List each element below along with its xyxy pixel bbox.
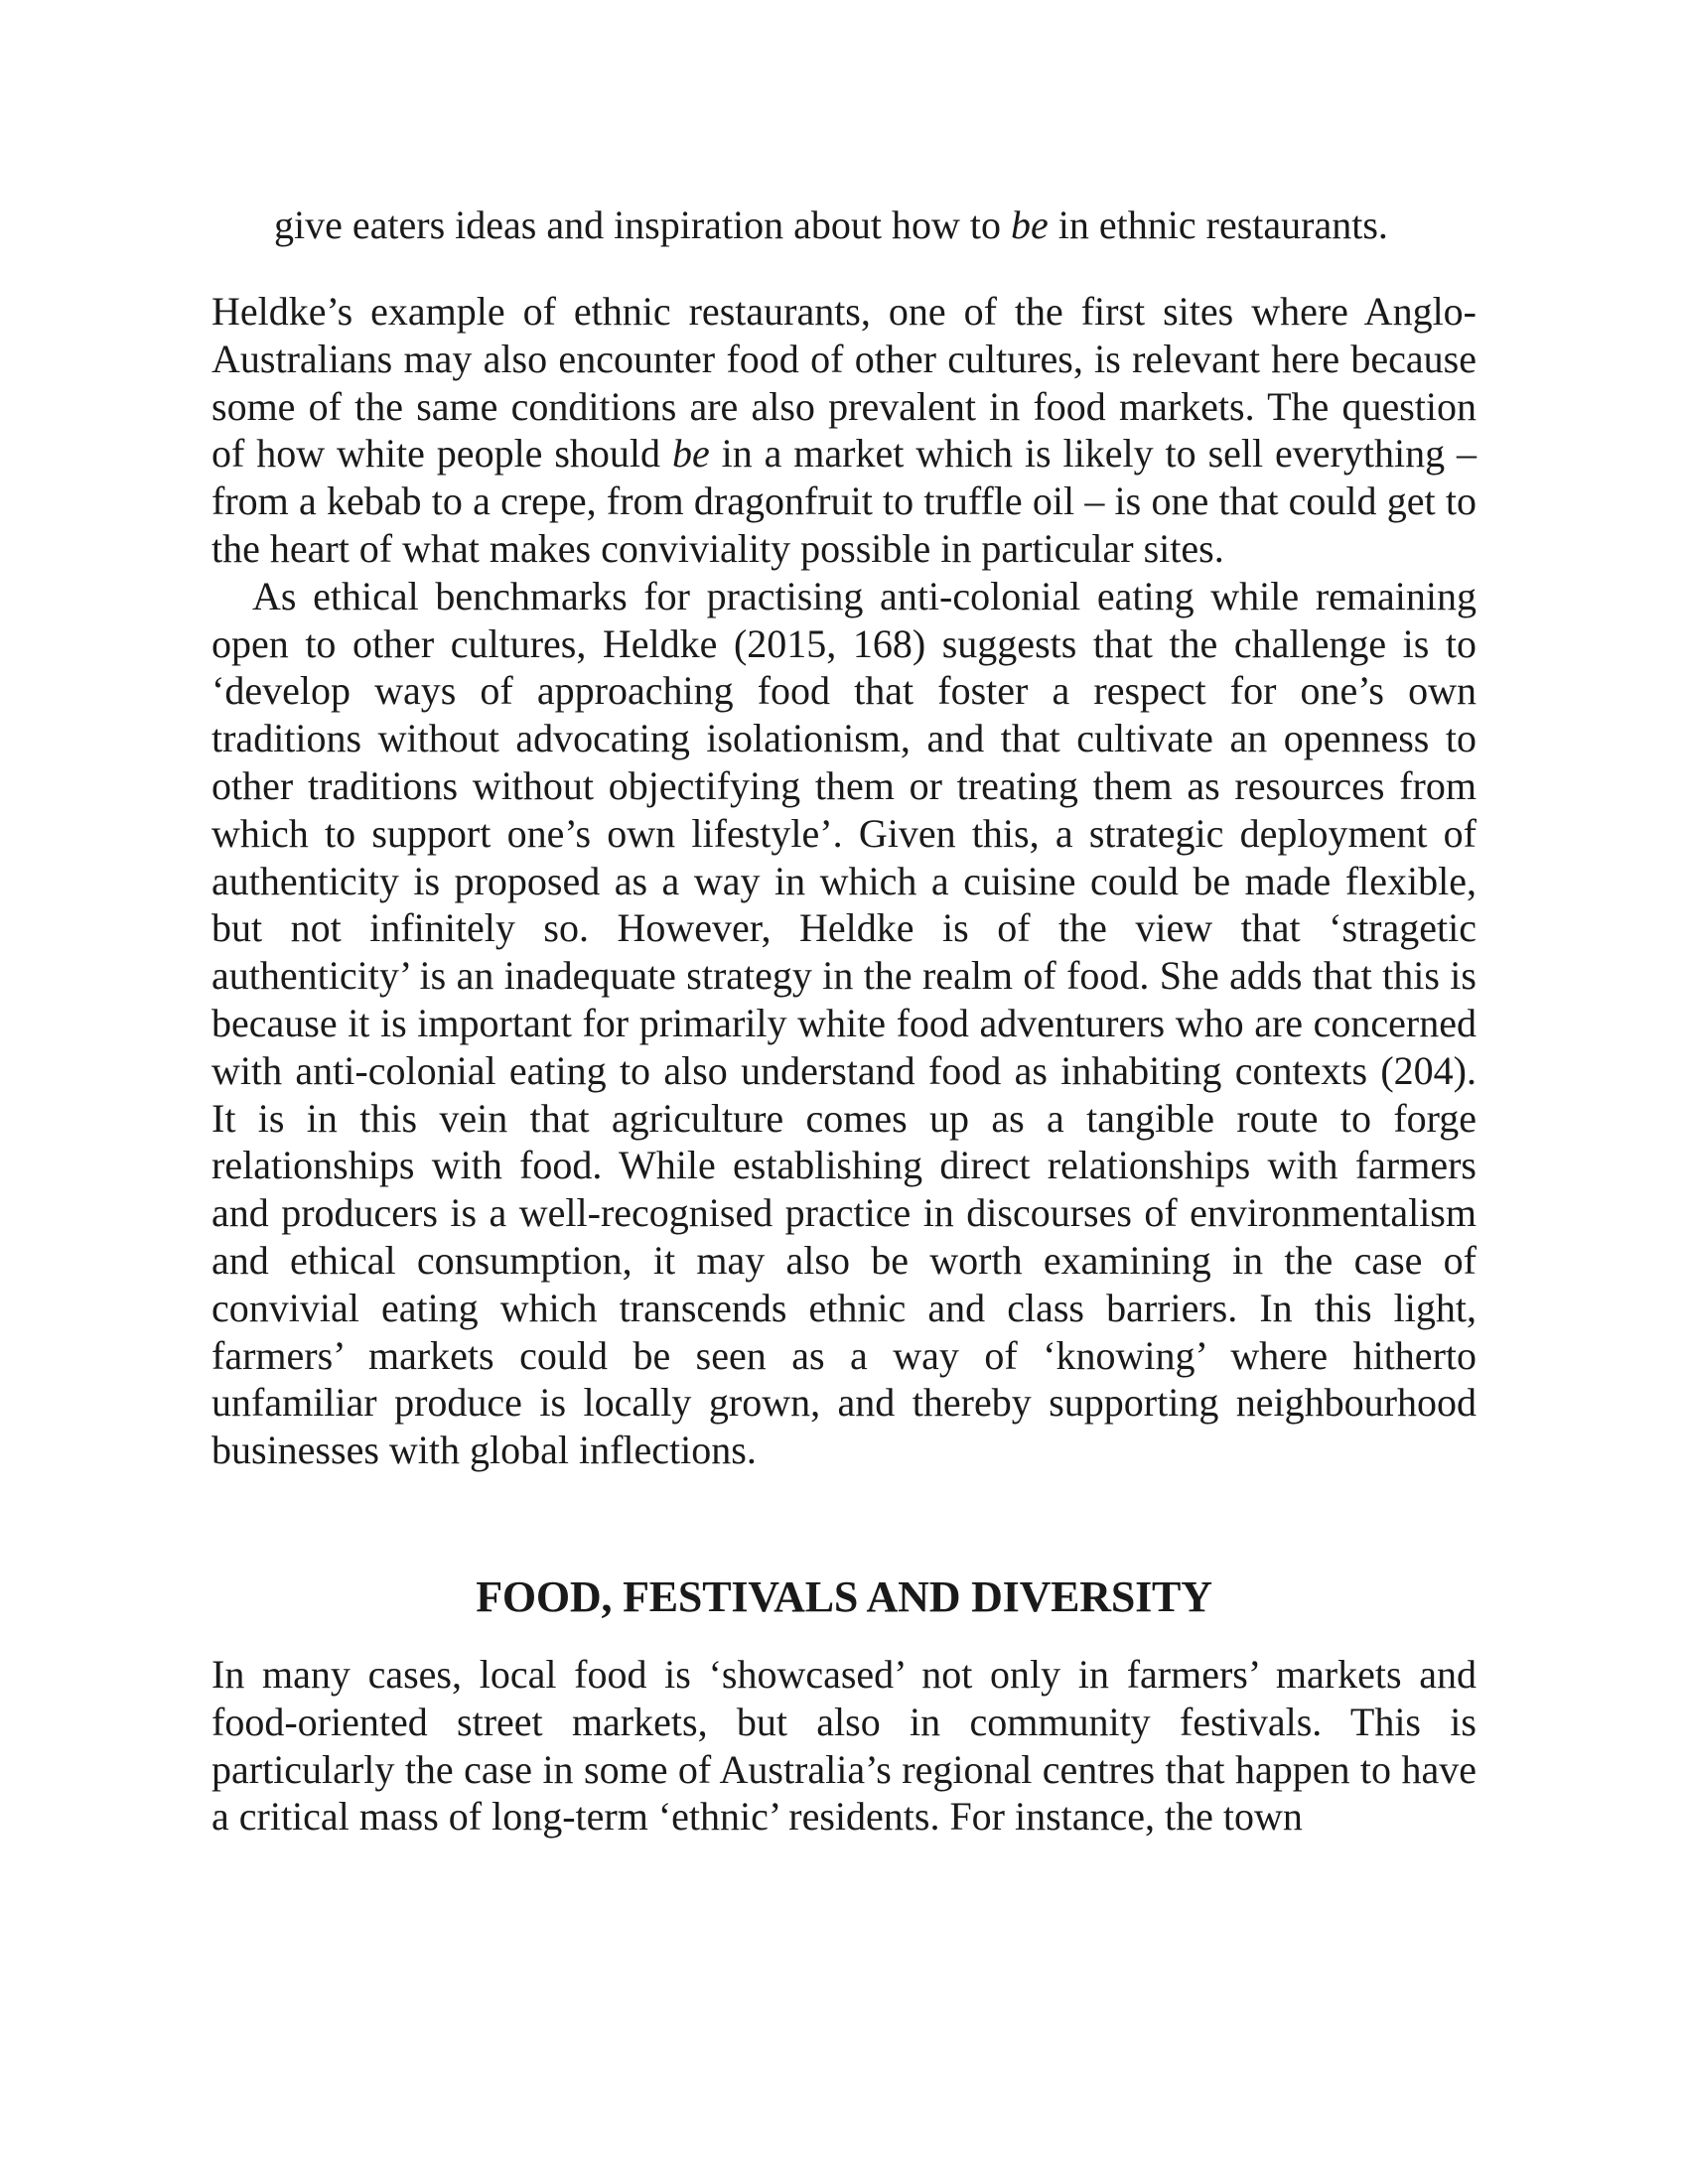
paragraph-ethical-benchmarks: As ethical benchmarks for practising anti-colonial eating while remaining open to other cultures, Heldke (2015, 168) suggests that the challenge is to ‘develop ways of approaching food that foster a respect for one’s own traditions without advocating isolationism, and that cultivate an openness to other traditions without objectifying them or treating them as resources from which to support one’s own lifestyle’. Given this, a strategic deployment of authenticity is proposed as a way in which a cuisine could be made flexible, but not infinitely so. However, Heldke is of the view that ‘stragetic authenticity’ is an inadequate strategy in the realm of food. She adds that this is because it is important for primarily white food adventurers who are concerned with anti-colonial eating to also understand food as inhabiting contexts (204). It is in this vein that agriculture comes up as a tangible route to forge relationships with food. While establishing direct relationships with farmers and producers is a well-recognised practice in discourses of environmentalism and ethical consumption, it may also be worth examining in the case of convivial eating which transcends ethnic and class barriers. In this light, farmers’ markets could be seen as a way of ‘knowing’ where hitherto unfamiliar produce is locally grown, and thereby supporting neighbourhood businesses with global inflections. (211, 573, 1477, 1473)
block-quote-ending (274, 199, 1417, 251)
paragraph-heldke-example (211, 288, 1477, 573)
book-page (211, 199, 1477, 1841)
quote-emphasis-be: be (1011, 203, 1049, 247)
section-heading: FOOD, FESTIVALS AND DIVERSITY (476, 1571, 1212, 1621)
paragraph-text-after-emphasis: in a market which is likely to sell everything – from a kebab to a crepe, from dragonfruit to truffle oil – is one that could get to the heart of what makes conviviality possible in particular sites. (211, 431, 1477, 571)
paragraph-local-food: In many cases, local food is ‘showcased’ not only in farmers’ markets and food-oriented street markets, but also in community festivals. This is particularly the case in some of Australia’s regional centres that happen to have a critical mass of long-term ‘ethnic’ residents. For instance, the town (211, 1651, 1477, 1840)
quote-text-after-emphasis: in ethnic restaurants. (1048, 203, 1388, 247)
paragraph-text-before-emphasis: Heldke’s example of ethnic restaurants, one of the first sites where Anglo-Australians may also encounter food of other cultures, is relevant here because some of the same conditions are also prevalent in food markets. The question of how white people should (211, 289, 1477, 477)
quote-text-before-emphasis: give eaters ideas and inspiration about how to (274, 203, 1012, 247)
paragraph-emphasis-be: be (671, 431, 710, 477)
